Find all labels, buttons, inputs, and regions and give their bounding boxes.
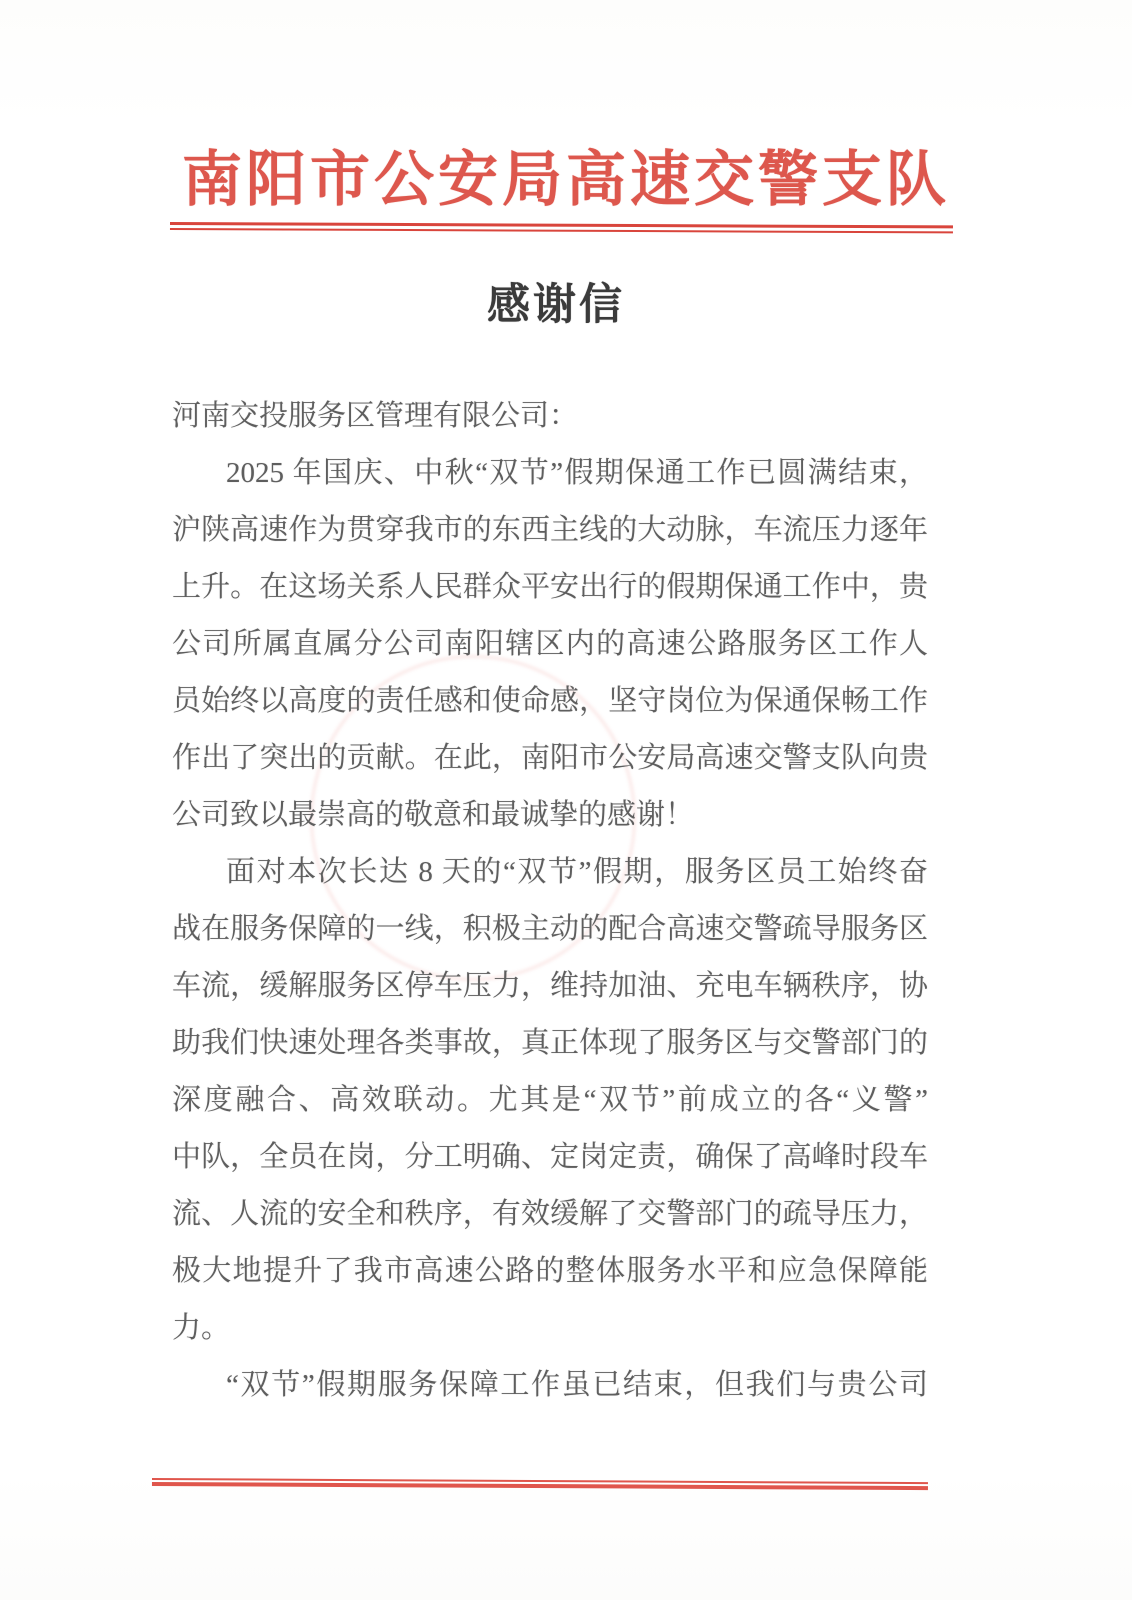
body-line: 深度融合、高效联动。尤其是“双节”前成立的各“义警”: [172, 1084, 928, 1116]
body-line: 公司所属直属分公司南阳辖区内的高速公路服务区工作人: [172, 628, 928, 660]
footer-rule: [152, 1478, 928, 1490]
letterhead-double-rule: [170, 222, 953, 233]
body-line: “双节”假期服务保障工作虽已结束，但我们与贵公司: [226, 1369, 928, 1401]
body-line: 公司致以最崇高的敬意和最诚挚的感谢！: [172, 799, 695, 831]
body-line: 力。: [172, 1312, 231, 1344]
body-line: 战在服务保障的一线，积极主动的配合高速交警疏导服务区: [172, 913, 928, 945]
letter-body: [172, 388, 928, 1414]
letterhead-org-name: 南阳市公安局高速交警支队: [182, 147, 950, 213]
body-line: 作出了突出的贡献。在此，南阳市公安局高速交警支队向贵: [172, 742, 928, 774]
salutation-line: 河南交投服务区管理有限公司：: [172, 400, 579, 432]
body-line: 沪陕高速作为贯穿我市的东西主线的大动脉，车流压力逐年: [172, 514, 928, 546]
letter-title: 感谢信: [487, 282, 625, 329]
body-line: 面对本次长达 8 天的“双节”假期，服务区员工始终奋: [226, 856, 928, 888]
body-line: 助我们快速处理各类事故，真正体现了服务区与交警部门的: [172, 1027, 928, 1059]
body-line: 流、人流的安全和秩序，有效缓解了交警部门的疏导压力，: [172, 1198, 928, 1230]
body-line: 极大地提升了我市高速公路的整体服务水平和应急保障能: [172, 1255, 928, 1287]
body-line: 2025 年国庆、中秋“双节”假期保通工作已圆满结束，: [226, 457, 928, 489]
body-line: 车流，缓解服务区停车压力，维持加油、充电车辆秩序，协: [172, 970, 928, 1002]
body-line: 上升。在这场关系人民群众平安出行的假期保通工作中，贵: [172, 571, 928, 603]
body-line: 中队，全员在岗，分工明确、定岗定责，确保了高峰时段车: [172, 1141, 928, 1173]
body-line: 员始终以高度的责任感和使命感，坚守岗位为保通保畅工作: [172, 685, 928, 717]
